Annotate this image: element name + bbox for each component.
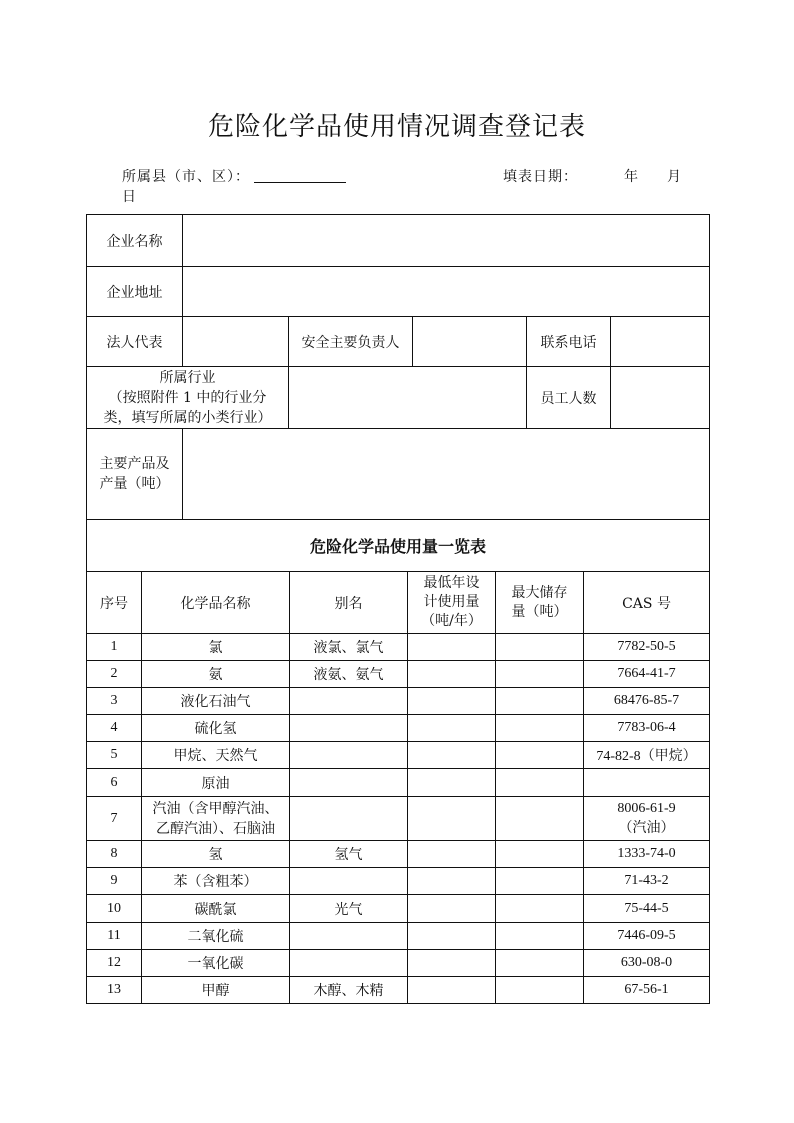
phone-label: 联系电话 [527, 317, 611, 367]
max-storage-cell[interactable] [496, 950, 584, 977]
header-min-usage-line3: （吨/年） [421, 613, 482, 629]
min-usage-cell[interactable] [408, 841, 496, 868]
table-row [87, 797, 710, 841]
cas-number [584, 769, 710, 797]
products-cell[interactable] [183, 429, 710, 520]
staff-count-label: 员工人数 [527, 367, 611, 429]
row-no: 12 [87, 950, 142, 977]
chemical-alias [290, 769, 408, 797]
month-label: 月 [667, 169, 682, 185]
cas-number: 1333-74-0 [584, 841, 710, 868]
chemical-name-line1: 汽油（含甲醇汽油、 [152, 800, 279, 817]
chemical-alias [290, 742, 408, 769]
chemical-name: 氯 [142, 634, 290, 661]
table-row [87, 950, 710, 977]
row-no: 10 [87, 895, 142, 923]
table-row [87, 769, 710, 797]
chemical-usage-table [86, 519, 710, 1004]
table-row [87, 923, 710, 950]
products-label-line1: 主要产品及 [99, 456, 170, 472]
date-label: 填表日期： [503, 169, 578, 185]
row-no: 5 [87, 742, 142, 769]
phone-cell[interactable] [611, 317, 710, 367]
legal-rep-label: 法人代表 [87, 317, 183, 367]
cas-number: 75-44-5 [584, 895, 710, 923]
header-no: 序号 [87, 572, 142, 634]
usage-section-title: 危险化学品使用量一览表 [87, 520, 710, 572]
min-usage-cell[interactable] [408, 895, 496, 923]
header-max-storage-line2: 量（吨） [511, 603, 568, 620]
row-no: 1 [87, 634, 142, 661]
cas-number: 71-43-2 [584, 868, 710, 895]
year-label: 年 [624, 169, 639, 185]
header-max-storage [496, 572, 584, 634]
min-usage-cell[interactable] [408, 977, 496, 1004]
industry-cell[interactable] [289, 367, 527, 429]
industry-label-line2: （按照附件 1 中的行业分 [108, 389, 267, 406]
chemical-alias: 液氨、氨气 [290, 661, 408, 688]
max-storage-cell[interactable] [496, 661, 584, 688]
company-name-cell[interactable] [183, 215, 710, 267]
industry-label [87, 367, 289, 429]
legal-rep-cell[interactable] [183, 317, 289, 367]
min-usage-cell[interactable] [408, 715, 496, 742]
chemical-alias: 光气 [290, 895, 408, 923]
chemical-alias [290, 923, 408, 950]
max-storage-cell[interactable] [496, 797, 584, 841]
row-no: 7 [87, 797, 142, 841]
table-row [87, 868, 710, 895]
chemical-name: 碳酰氯 [142, 895, 290, 923]
table-row [87, 715, 710, 742]
min-usage-cell[interactable] [408, 769, 496, 797]
chemical-name: 原油 [142, 769, 290, 797]
form-title: 危险化学品使用情况调查登记表 [207, 112, 586, 142]
row-no: 9 [87, 868, 142, 895]
fill-date [503, 166, 682, 186]
chemical-name: 液化石油气 [142, 688, 290, 715]
county-label: 所属县（市、区）： [122, 169, 250, 185]
industry-label-line1: 所属行业 [159, 369, 216, 386]
max-storage-cell[interactable] [496, 742, 584, 769]
staff-count-cell[interactable] [611, 367, 710, 429]
chemical-alias [290, 715, 408, 742]
chemical-alias: 氢气 [290, 841, 408, 868]
max-storage-cell[interactable] [496, 769, 584, 797]
chemical-name: 硫化氢 [142, 715, 290, 742]
max-storage-cell[interactable] [496, 868, 584, 895]
company-address-label: 企业地址 [87, 267, 183, 317]
min-usage-cell[interactable] [408, 950, 496, 977]
min-usage-cell[interactable] [408, 634, 496, 661]
chemical-alias: 木醇、木精 [290, 977, 408, 1004]
chemical-alias [290, 797, 408, 841]
row-no: 3 [87, 688, 142, 715]
table-row [87, 841, 710, 868]
table-row [87, 977, 710, 1004]
cas-number: 68476-85-7 [584, 688, 710, 715]
max-storage-cell[interactable] [496, 688, 584, 715]
chemical-name: 二氧化硫 [142, 923, 290, 950]
header-min-usage-line2: 计使用量 [423, 594, 480, 610]
county-field [122, 166, 346, 186]
max-storage-cell[interactable] [496, 634, 584, 661]
cas-number: 67-56-1 [584, 977, 710, 1004]
cas-number: 7446-09-5 [584, 923, 710, 950]
cas-number: 7664-41-7 [584, 661, 710, 688]
row-no: 6 [87, 769, 142, 797]
chemical-name [142, 797, 290, 841]
row-no: 8 [87, 841, 142, 868]
header-min-usage [408, 572, 496, 634]
cas-number: 7782-50-5 [584, 634, 710, 661]
safety-head-cell[interactable] [413, 317, 527, 367]
table-row [87, 634, 710, 661]
chemical-name-line2: 乙醇汽油）、石脑油 [156, 820, 275, 837]
chemical-alias: 液氯、氯气 [290, 634, 408, 661]
chemical-name: 氢 [142, 841, 290, 868]
chemical-alias [290, 868, 408, 895]
row-no: 2 [87, 661, 142, 688]
min-usage-cell[interactable] [408, 923, 496, 950]
max-storage-cell[interactable] [496, 715, 584, 742]
chemical-alias [290, 950, 408, 977]
chemical-name: 甲烷、天然气 [142, 742, 290, 769]
min-usage-cell[interactable] [408, 688, 496, 715]
row-no: 13 [87, 977, 142, 1004]
header-name: 化学品名称 [142, 572, 290, 634]
max-storage-cell[interactable] [496, 841, 584, 868]
min-usage-cell[interactable] [408, 742, 496, 769]
header-max-storage-line1: 最大储存 [511, 584, 568, 601]
chemical-alias [290, 688, 408, 715]
day-label: 日 [122, 189, 137, 205]
table-row [87, 661, 710, 688]
header-min-usage-line1: 最低年设 [423, 575, 480, 591]
cas-number-line2: （汽油） [618, 820, 675, 836]
chemical-name: 氨 [142, 661, 290, 688]
max-storage-cell[interactable] [496, 895, 584, 923]
company-name-label: 企业名称 [87, 215, 183, 267]
row-no: 11 [87, 923, 142, 950]
min-usage-cell[interactable] [408, 661, 496, 688]
company-address-cell[interactable] [183, 267, 710, 317]
safety-head-label: 安全主要负责人 [289, 317, 413, 367]
products-label [87, 429, 183, 520]
cas-number: 7783-06-4 [584, 715, 710, 742]
row-no: 4 [87, 715, 142, 742]
chemical-name: 苯（含粗苯） [142, 868, 290, 895]
table-row [87, 688, 710, 715]
header-alias: 别名 [290, 572, 408, 634]
header-cas: CAS 号 [584, 572, 710, 634]
min-usage-cell[interactable] [408, 797, 496, 841]
industry-label-line3: 类，填写所属的小类行业） [103, 409, 272, 426]
chemical-name: 甲醇 [142, 977, 290, 1004]
products-label-line2: 产量（吨） [99, 476, 170, 492]
min-usage-cell[interactable] [408, 868, 496, 895]
table-row [87, 742, 710, 769]
county-input-line[interactable] [254, 168, 346, 183]
cas-number [584, 797, 710, 841]
table-row [87, 895, 710, 923]
max-storage-cell[interactable] [496, 977, 584, 1004]
cas-number: 74-82-8（甲烷） [584, 742, 710, 769]
cas-number-line1: 8006-61-9 [617, 800, 676, 816]
chemical-name: 一氧化碳 [142, 950, 290, 977]
max-storage-cell[interactable] [496, 923, 584, 950]
cas-number: 630-08-0 [584, 950, 710, 977]
company-info-table [86, 214, 710, 520]
